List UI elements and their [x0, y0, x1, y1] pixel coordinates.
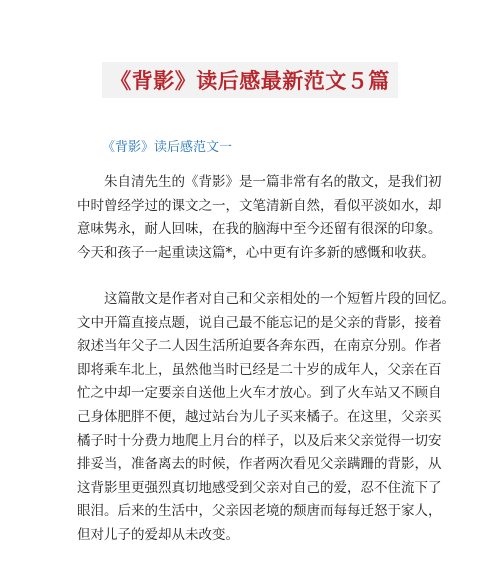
- paragraph-line: 这背影里更强烈真切地感受到父亲对自己的爱，忍不住流下了: [77, 479, 442, 496]
- paragraph-line: 己身体肥胖不便，越过站台为儿子买来橘子。在这里，父亲买: [77, 408, 442, 425]
- paragraph-line: 文中开篇直接点题，说自己最不能忘记的是父亲的背影，接着: [77, 314, 442, 331]
- paragraph-line: 叙述当年父子二人因生活所迫要各奔东西，在南京分别。作者: [77, 338, 442, 355]
- paragraph-line: 今天和孩子一起重读这篇*，心中更有许多新的感慨和收获。: [77, 244, 435, 261]
- paragraph-line: 朱自清先生的《背影》是一篇非常有名的散文，是我们初: [77, 174, 442, 190]
- page-title: 《背影》读后感最新范文５篇: [102, 62, 398, 98]
- paragraph-line: 排妥当，准备离去的时候，作者两次看见父亲蹒跚的背影，从: [77, 456, 442, 473]
- paragraph-line: 橘子时十分费力地爬上月台的样子，以及后来父亲觉得一切安: [77, 432, 442, 449]
- section-heading: 《背影》读后感范文一: [102, 140, 233, 155]
- title-container: [0, 62, 500, 98]
- paragraph-line: 眼泪。后来的生活中，父亲因老境的颓唐而每每迁怒于家人，: [77, 503, 442, 520]
- paragraph-line: 这篇散文是作者对自己和父亲相处的一个短暂片段的回忆。: [77, 291, 455, 307]
- paragraph-1: [77, 171, 442, 265]
- paragraph-line: 即将乘车北上，虽然他当时已经是二十岁的成年人，父亲在百: [77, 361, 442, 378]
- paragraph-line: 意味隽永，耐人回味，在我的脑海中至今还留有很深的印象。: [77, 221, 442, 238]
- paragraph-line: 忙之中却一定要亲自送他上火车才放心。到了火车站又不顾自: [77, 385, 442, 402]
- paragraph-2: [77, 288, 455, 548]
- paragraph-line: 但对儿子的爱却从未改变。: [77, 526, 239, 543]
- paragraph-line: 中时曾经学过的课文之一，文笔清新自然，看似平淡如水，却: [77, 197, 442, 214]
